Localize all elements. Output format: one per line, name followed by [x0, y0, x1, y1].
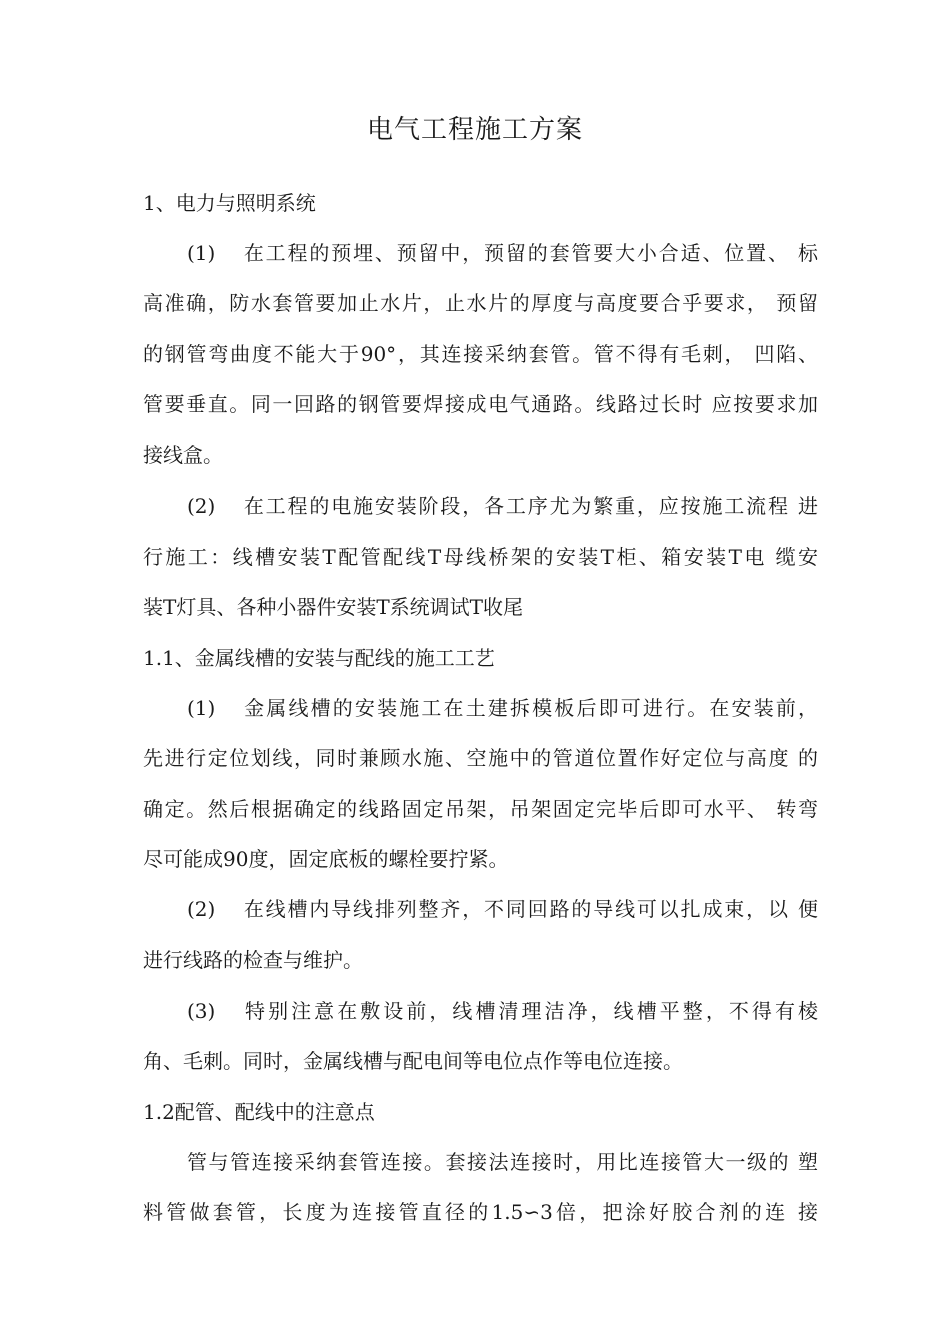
paragraph-6-line-2: 料管做套管，长度为连接管直径的1.5∽3倍，把涂好胶合剂的连 接 — [143, 1200, 818, 1224]
item-number: (1) — [187, 241, 216, 265]
paragraph-5-line-2: 角、毛刺。同时，金属线槽与配电间等电位点作等电位连接。 — [143, 1049, 683, 1073]
line-text: 特别注意在敷设前，线槽清理洁净，线槽平整，不得有棱 — [242, 999, 818, 1023]
paragraph-2-line-2: 行施工：线槽安装T配管配线T母线桥架的安装T柜、箱安装T电 缆安 — [143, 545, 818, 569]
paragraph-2-line-3: 装T灯具、各种小器件安装T系统调试T收尾 — [143, 595, 524, 619]
paragraph-1-line-1 — [187, 238, 818, 268]
document-title: 电气工程施工方案 — [366, 115, 583, 145]
line-text: 金属线槽的安装施工在土建拆模板后即可进行。在安装前， — [242, 696, 818, 720]
paragraph-1-line-4: 管要垂直。同一回路的钢管要焊接成电气通路。线路过长时 应按要求加 — [143, 392, 818, 416]
line-text: 在工程的预埋、预留中，预留的套管要大小合适、位置、 标 — [242, 241, 818, 265]
item-number: (1) — [187, 696, 216, 720]
paragraph-4-line-1 — [187, 894, 818, 924]
paragraph-4-line-2: 进行线路的检查与维护。 — [143, 948, 363, 972]
paragraph-3-line-2: 先进行定位划线，同时兼顾水施、空施中的管道位置作好定位与高度 的 — [143, 746, 818, 770]
paragraph-6-line-1: 管与管连接采纳套管连接。套接法连接时，用比连接管大一级的 塑 — [187, 1150, 818, 1174]
paragraph-3-line-1 — [187, 693, 818, 723]
paragraph-3-line-3: 确定。然后根据确定的线路固定吊架，吊架固定完毕后即可水平、 转弯 — [143, 797, 818, 821]
line-text: 在线槽内导线排列整齐，不同回路的导线可以扎成束，以 便 — [242, 897, 818, 921]
paragraph-5-line-1 — [187, 996, 818, 1026]
paragraph-1-line-5: 接线盒。 — [143, 443, 223, 467]
item-number: (3) — [187, 999, 216, 1023]
paragraph-3-line-4: 尽可能成90度，固定底板的螺栓要拧紧。 — [143, 847, 509, 871]
section-heading-1-1: 1.1、金属线槽的安装与配线的施工工艺 — [143, 646, 495, 670]
section-heading-1: 1、电力与照明系统 — [143, 191, 316, 215]
paragraph-1-line-2: 高准确，防水套管要加止水片，止水片的厚度与高度要合乎要求， 预留 — [143, 291, 818, 315]
paragraph-2-line-1 — [187, 491, 818, 521]
line-text: 在工程的电施安装阶段，各工序尤为繁重，应按施工流程 进 — [242, 494, 818, 518]
paragraph-1-line-3: 的钢管弯曲度不能大于90°，其连接采纳套管。管不得有毛刺， 凹陷、 — [143, 342, 818, 366]
item-number: (2) — [187, 897, 216, 921]
item-number: (2) — [187, 494, 216, 518]
section-heading-1-2: 1.2配管、配线中的注意点 — [143, 1100, 375, 1124]
